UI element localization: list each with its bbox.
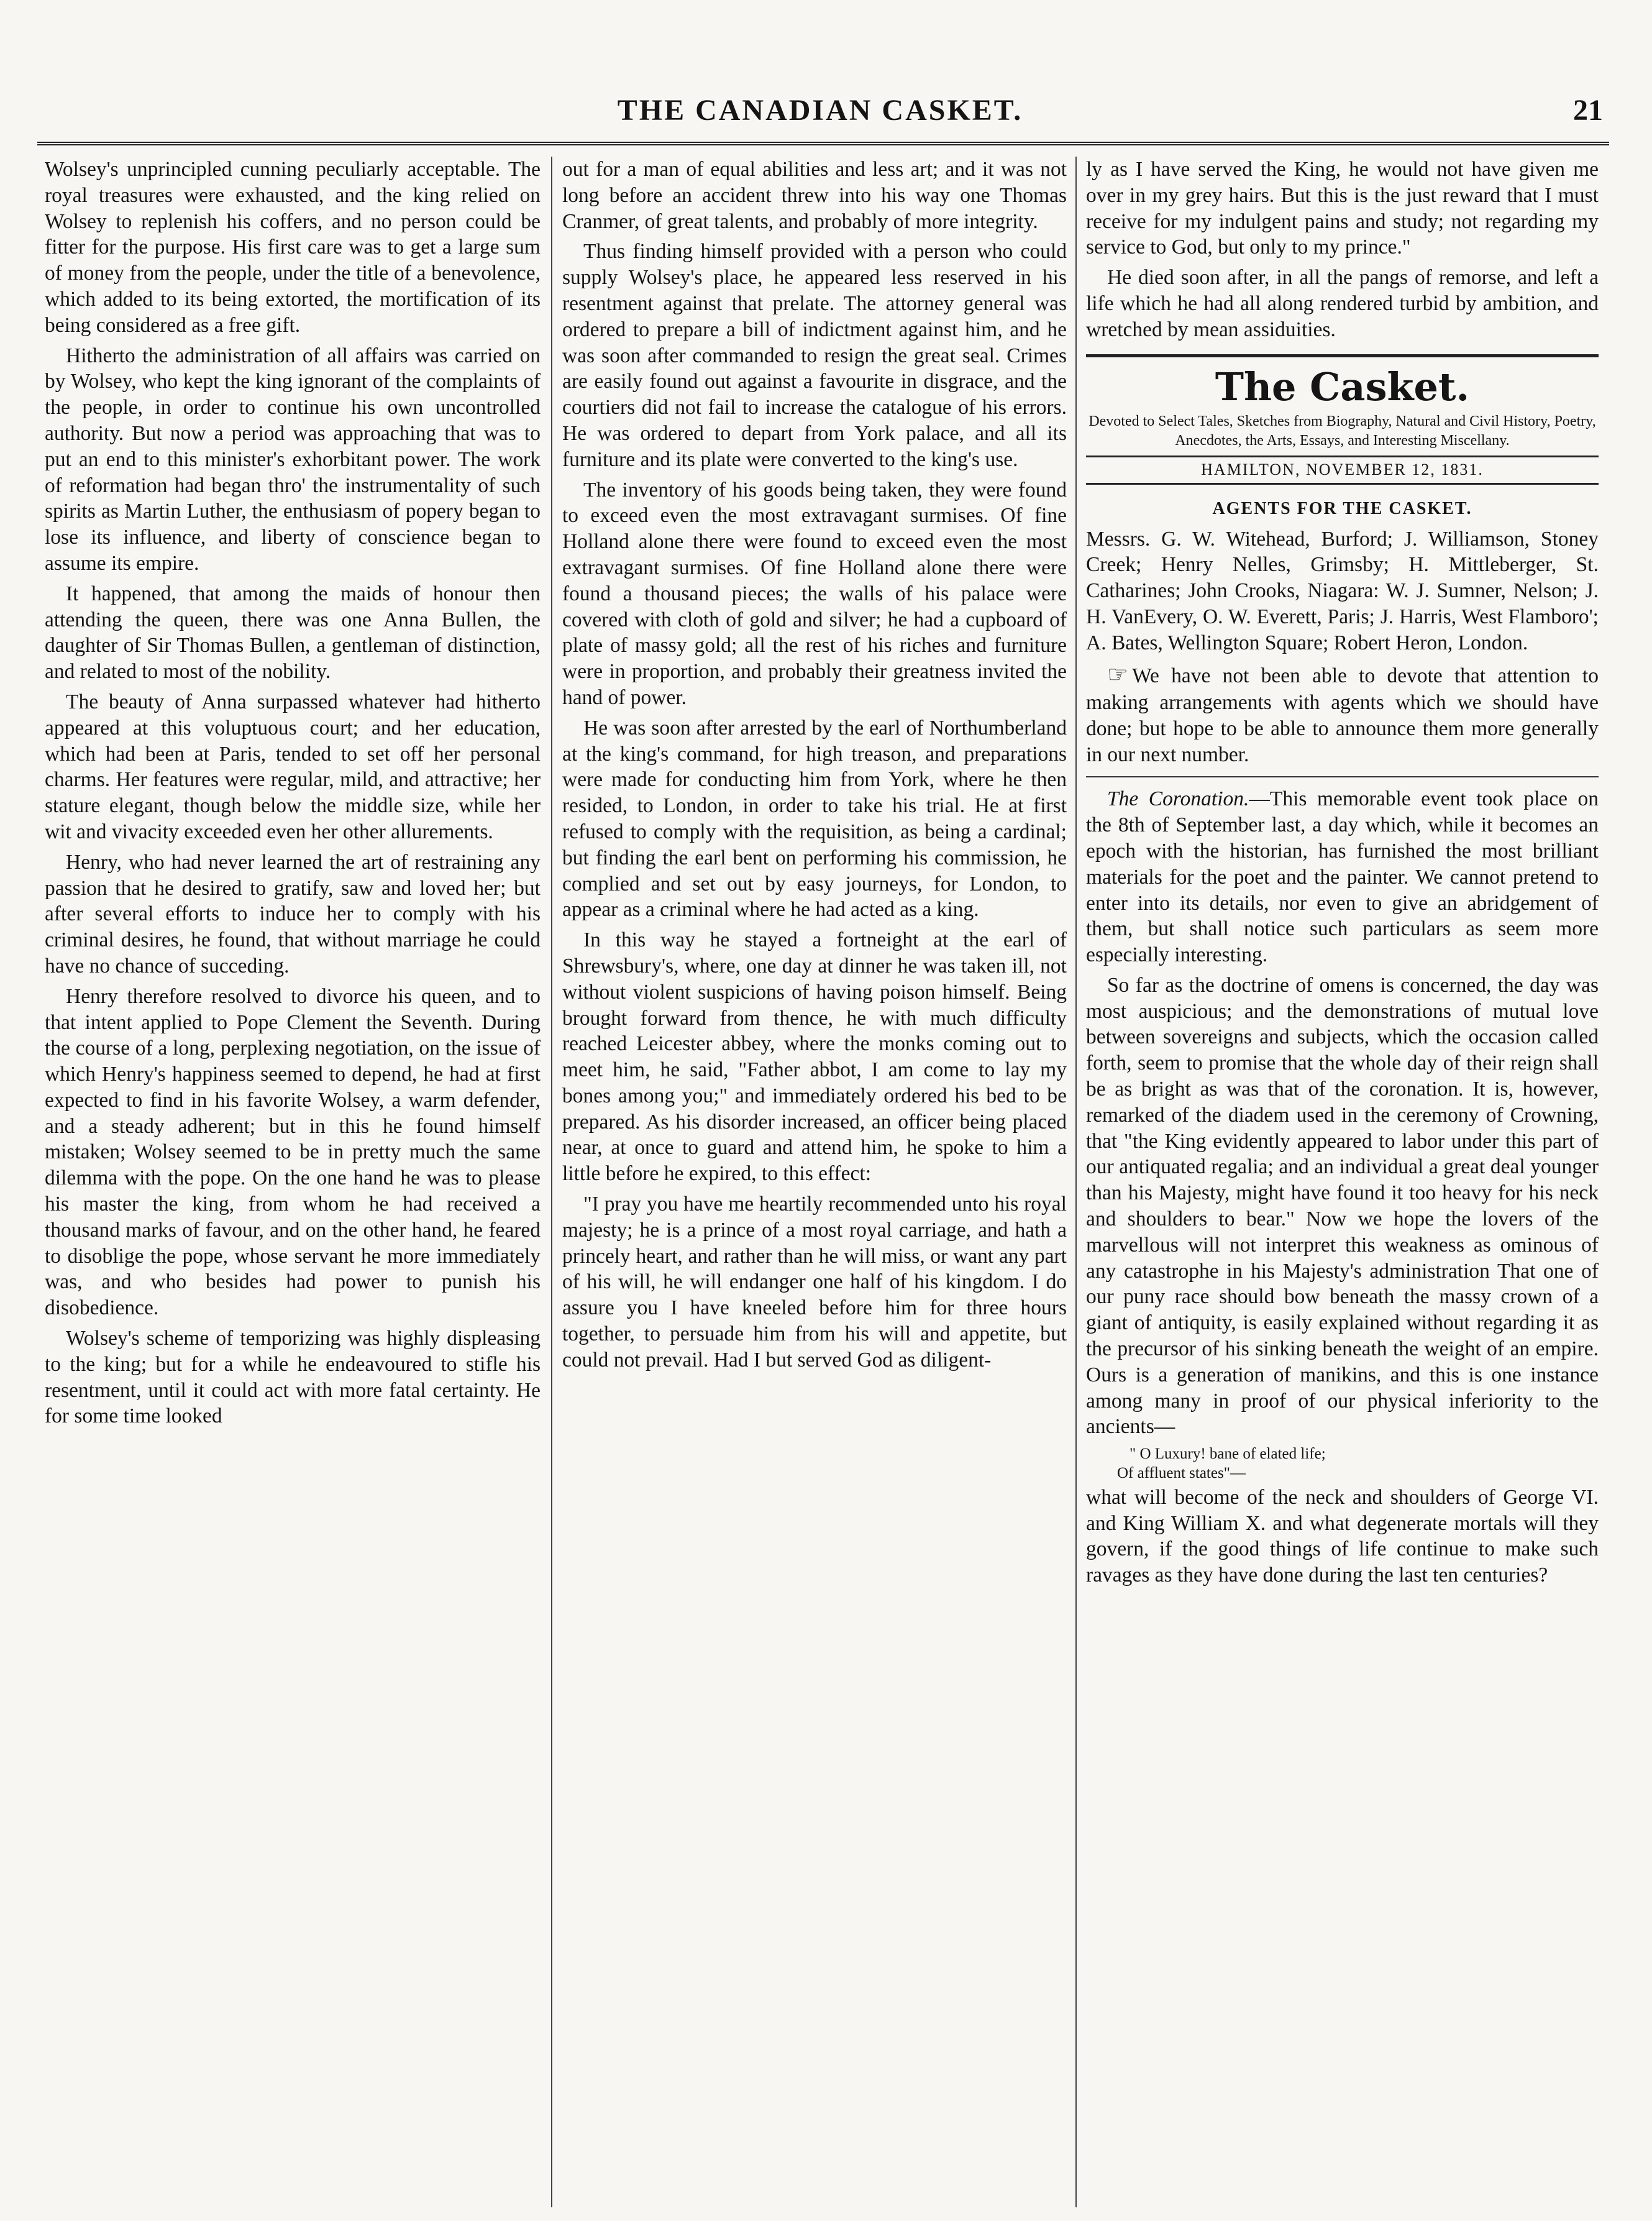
notice-text: We have not been able to devote that attention to making arrangements with agents which we should have done; but hope to be able to announce them more generally in our next number. — [1086, 664, 1599, 766]
dateline: HAMILTON, NOVEMBER 12, 1831. — [1086, 456, 1599, 484]
article-paragraph: out for a man of equal abilities and less art; and it was not long before an accident threw into his way one Thomas Cranmer, of great talents, and probably of more integrity. — [562, 158, 1067, 233]
article-paragraph: Thus finding himself provided with a person who could supply Wolsey's place, he appeared less reserved in his resentment against that prelate. The attorney general was ordered to prepare a bill of indictment against him, and he was soon after commanded to resign the great seal. Crimes are easily found out against a favourite in disgrace, and the courtiers did not fail to increase the catalogue of his errors. He was ordered to depart from York palace, and all its furniture and its plate were converted to the king's use. — [562, 240, 1067, 471]
closing-paragraph: what will become of the neck and shoulders of George VI. and King William X. and what degenerate mortals will they govern, if the good things of life continue to make such ravages as they have done during the last ten centuries? — [1086, 1485, 1599, 1587]
article-paragraph: It happened, that among the maids of honour then attending the queen, there was one Anna Bullen, the daughter of Sir Thomas Bullen, a gentleman of distinction, and related to most of the nobility. — [45, 582, 541, 684]
verse-quote — [1117, 1444, 1599, 1483]
agents-notice — [1086, 661, 1599, 768]
article-paragraph: "I pray you have me heartily recommended unto his royal majesty; he is a prince of a most royal carriage, and hath a princely heart, and rather than he will miss, or want any part of his will, he will endanger one half of his kingdom. I do assure you I have kneeled before him for three hours together, to persuade him from his will and appetite, but could not prevail. Had I but served God as diligent- — [562, 1193, 1067, 1372]
section-rule — [1086, 776, 1599, 777]
masthead: The Casket. — [1215, 364, 1470, 410]
agents-heading: AGENTS FOR THE CASKET. — [1212, 498, 1472, 518]
column-divider — [1075, 157, 1077, 2207]
article-paragraph: Wolsey's scheme of temporizing was highly displeasing to the king; but for a while he endeavoured to stifle his resentment, until it could act with more fatal certainty. He for some time looked — [45, 1327, 541, 1428]
agents-list: Messrs. G. W. Witehead, Burford; J. Williamson, Stoney Creek; Henry Nelles, Grimsby; H. Mittleberger, St. Catharines; John Crooks, Niagara: W. J. Sumner, Nelson; J. H. VanEvery, O. W. Everett, Paris; J. Harris, West Flamboro'; A. Bates, Wellington Square; Robert Heron, London. — [1086, 527, 1599, 654]
article-paragraph: He was soon after arrested by the earl of Northumberland at the king's command, for high treason, and preparations were made for conducting him from York, where he then resided, to London, in order to take his trial. He at first refused to comply with the requisition, as being a cardinal; but finding the earl bent on performing his commission, he complied and set out by easy journeys, for London, to appear as a criminal where he had acted as a king. — [562, 716, 1067, 922]
section-rule — [1086, 354, 1599, 357]
column-divider — [551, 157, 552, 2207]
coronation-title: The Coronation. — [1107, 787, 1249, 811]
verse-line: Of affluent states"— — [1117, 1465, 1246, 1482]
coronation-paragraph — [1086, 786, 1599, 968]
article-paragraph: Henry, who had never learned the art of restraining any passion that he desired to gratify, saw and loved her; but after several efforts to induce her to comply with his criminal desires, he found, that without marriage he could have no chance of succeding. — [45, 850, 541, 978]
article-paragraph: The beauty of Anna surpassed whatever had hitherto appeared at this voluptuous court; and her education, which had been at Paris, tended to set off her personal charms. Her features were regular, mild, and attractive; her stature elegant, though below the middle size, while her wit and vivacity exceeded even her other allurements. — [45, 690, 541, 843]
column-one — [45, 157, 541, 2201]
verse-line: " O Luxury! bane of elated life; — [1129, 1445, 1326, 1463]
column-three — [1086, 157, 1599, 2201]
pointing-hand-icon: ☞ — [1107, 661, 1129, 688]
column-two — [562, 157, 1067, 2201]
article-paragraph: Hitherto the administration of all affairs was carried on by Wolsey, who kept the king ignorant of the complaints of the people, in order to continue his own uncontrolled authority. But now a period was approaching that was to put an end to this minister's exhorbitant power. The work of reformation had began thro' the instrumentality of such spirits as Martin Luther, the enthusiasm of popery began to lose its influence, and liberty of conscience began to assume its empire. — [45, 344, 541, 575]
article-paragraph: Henry therefore resolved to divorce his queen, and to that intent applied to Pope Clement the Seventh. During the course of a long, perplexing negotiation, on the issue of which Henry's happiness seemed to depend, he had at first expected to find in his favorite Wolsey, a warm defender, and a steady adherent; but in this he found himself mistaken; Wolsey seemed to be in pretty much the same dilemma with the pope. On the one hand he was to please his master the king, from whom he had received a thousand marks of favour, and on the other hand, he feared to disoblige the pope, whose servant he more immediately was, and who besides had power to punish his disobedience. — [45, 984, 541, 1320]
header-rule — [37, 142, 1609, 145]
running-head — [37, 93, 1603, 131]
article-paragraph: Wolsey's unprincipled cunning peculiarly acceptable. The royal treasures were exhausted, and the king relied on Wolsey to replenish his coffers, and no person could be fitter for the purpose. His first care was to get a large sum of money from the people, under the title of a benevolence, which added to its being extorted, the mortification of its being considered as a free gift. — [45, 158, 541, 337]
page-number: 21 — [1573, 94, 1603, 127]
article-paragraph: The inventory of his goods being taken, they were found to exceed even the most extravagant surmises. Of fine Holland alone there were found to exceed even the most extravagant surmises. Of fine Holland alone there were found a thousand pieces; the walls of his palace were covered with cloth of gold and silver; he had a cupboard of plate of massy gold; all the rest of his riches and furniture were in proportion, and probably their greatness invited the hand of power. — [562, 478, 1067, 709]
page-title: THE CANADIAN CASKET. — [617, 94, 1023, 127]
masthead-motto: Devoted to Select Tales, Sketches from Biography, Natural and Civil History, Poetry, Anecdotes, the Arts, Essays, and Interesting Miscellany. — [1088, 413, 1596, 449]
article-paragraph: ly as I have served the King, he would not have given me over in my grey hairs. But this is the just reward that I must receive for my indulgent pains and study; not regarding my service to God, but only to my prince." — [1086, 158, 1599, 259]
coronation-paragraph: So far as the doctrine of omens is concerned, the day was most auspicious; and the demonstrations of mutual love between sovereigns and subjects, which the occasion called forth, seem to promise that the whole day of their reign shall be as bright as was that of the coronation. It is, however, remarked of the diadem used in the ceremony of Crowning, that "the King evidently appeared to labor under this part of our antiquated regalia; and an individual a great deal younger than his Majesty, might have found it too heavy for his neck and shoulders to bear." Now we hope the lovers of the marvellous will not interpret this weakness as ominous of any catastrophe in his Majesty's administration That one of our puny race should bow beneath the massy crown of a giant of antiquity, is easily explained without regarding it as the precursor of his sinking beneath the weight of an empire. Ours is a generation of manikins, and this is one instance among many in proof of our physical inferiority to the ancients— — [1086, 973, 1599, 1439]
article-paragraph: He died soon after, in all the pangs of remorse, and left a life which he had all along rendered turbid by ambition, and wretched by mean assiduities. — [1086, 266, 1599, 341]
article-paragraph: In this way he stayed a fortneight at the earl of Shrewsbury's, where, one day at dinner he was taken ill, not without violent suspicions of having poison himself. Being brought forward from thence, he with much difficulty reached Leicester abbey, where the monks coming out to meet him, he said, "Father abbot, I am come to lay my bones among you;" and immediately ordered his bed to be prepared. As his disorder increased, an officer being placed near, at once to guard and attend him, he spoke to him a little before he expired, to this effect: — [562, 928, 1067, 1186]
coronation-text: —This memorable event took place on the 8th of September last, a day which, while it becomes an epoch with the historian, has furnished the most brilliant materials for the poet and the painter. We cannot pretend to enter into its details, nor even to give an abridgement of them, but shall notice such particulars as seem more especially interesting. — [1086, 787, 1599, 967]
